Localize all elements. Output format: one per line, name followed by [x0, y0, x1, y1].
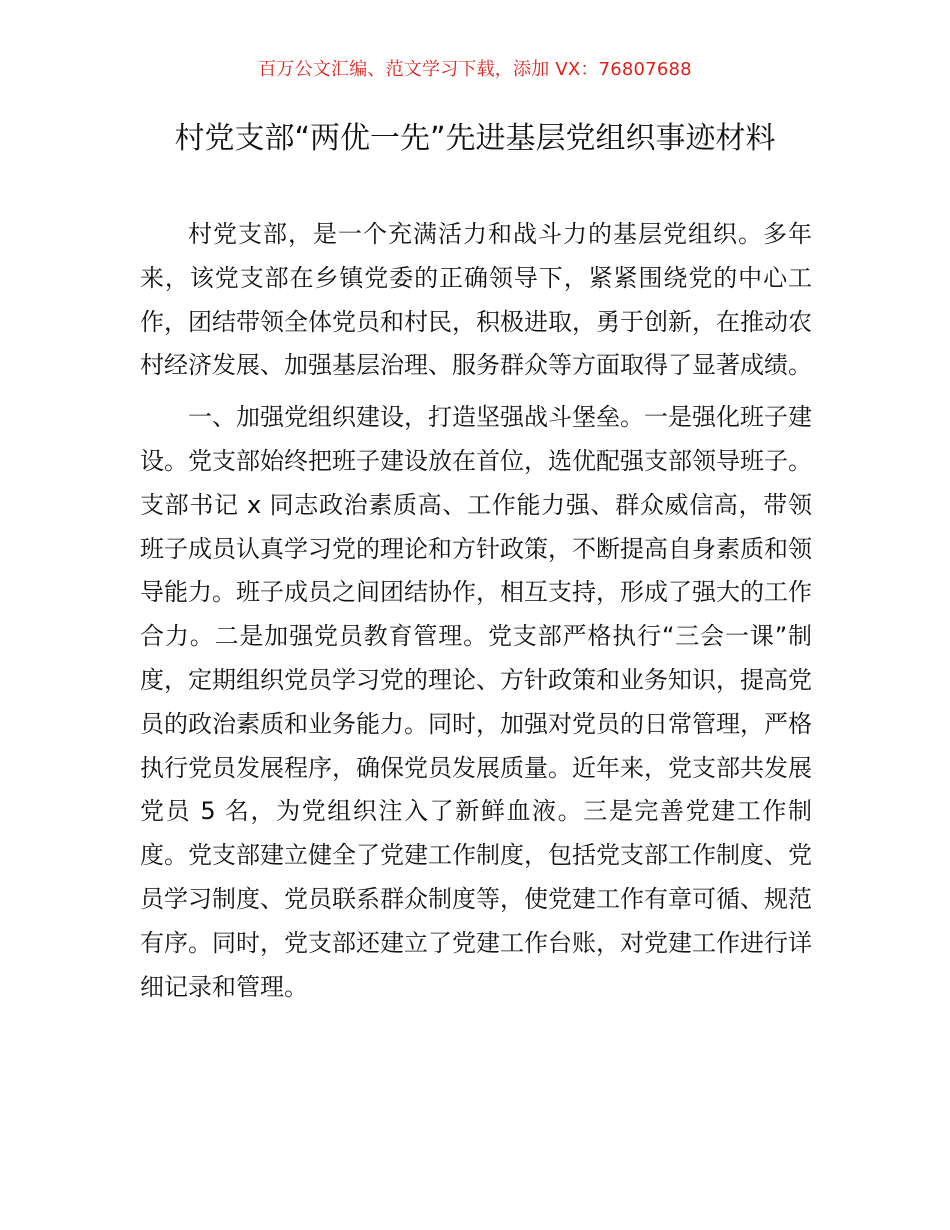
promo-header-note: 百万公文汇编、范文学习下载，添加 VX：76807688 — [258, 59, 692, 80]
document-body — [140, 213, 812, 1009]
section-one-paragraph: 一、加强党组织建设，打造坚强战斗堡垒。一是强化班子建设。党支部始终把班子建设放在首位，选优配强支部领导班子。支部书记 x 同志政治素质高、工作能力强、群众威信高，带领班子成员认真学习党的理论和方针政策，不断提高自身素质和领导能力。班子成员之间团结协作，相互支持，形成了强大的工作合力。二是加强党员教育管理。党支部严格执行“三会一课”制度，定期组织党员学习党的理论、方针政策和业务知识，提高党员的政治素质和业务能力。同时，加强对党员的日常管理，严格执行党员发展程序，确保党员发展质量。近年来，党支部共发展党员 5 名，为党组织注入了新鲜血液。三是完善党建工作制度。党支部建立健全了党建工作制度，包括党支部工作制度、党员学习制度、党员联系群众制度等，使党建工作有章可循、规范有序。同时，党支部还建立了党建工作台账，对党建工作进行详细记录和管理。 — [140, 403, 812, 1001]
document-title: 村党支部“两优一先”先进基层党组织事迹材料 — [174, 121, 776, 156]
intro-paragraph: 村党支部，是一个充满活力和战斗力的基层党组织。多年来，该党支部在乡镇党委的正确领导下，紧紧围绕党的中心工作，团结带领全体党员和村民，积极进取，勇于创新，在推动农村经济发展、加强基层治理、服务群众等方面取得了显著成绩。 — [140, 220, 812, 380]
